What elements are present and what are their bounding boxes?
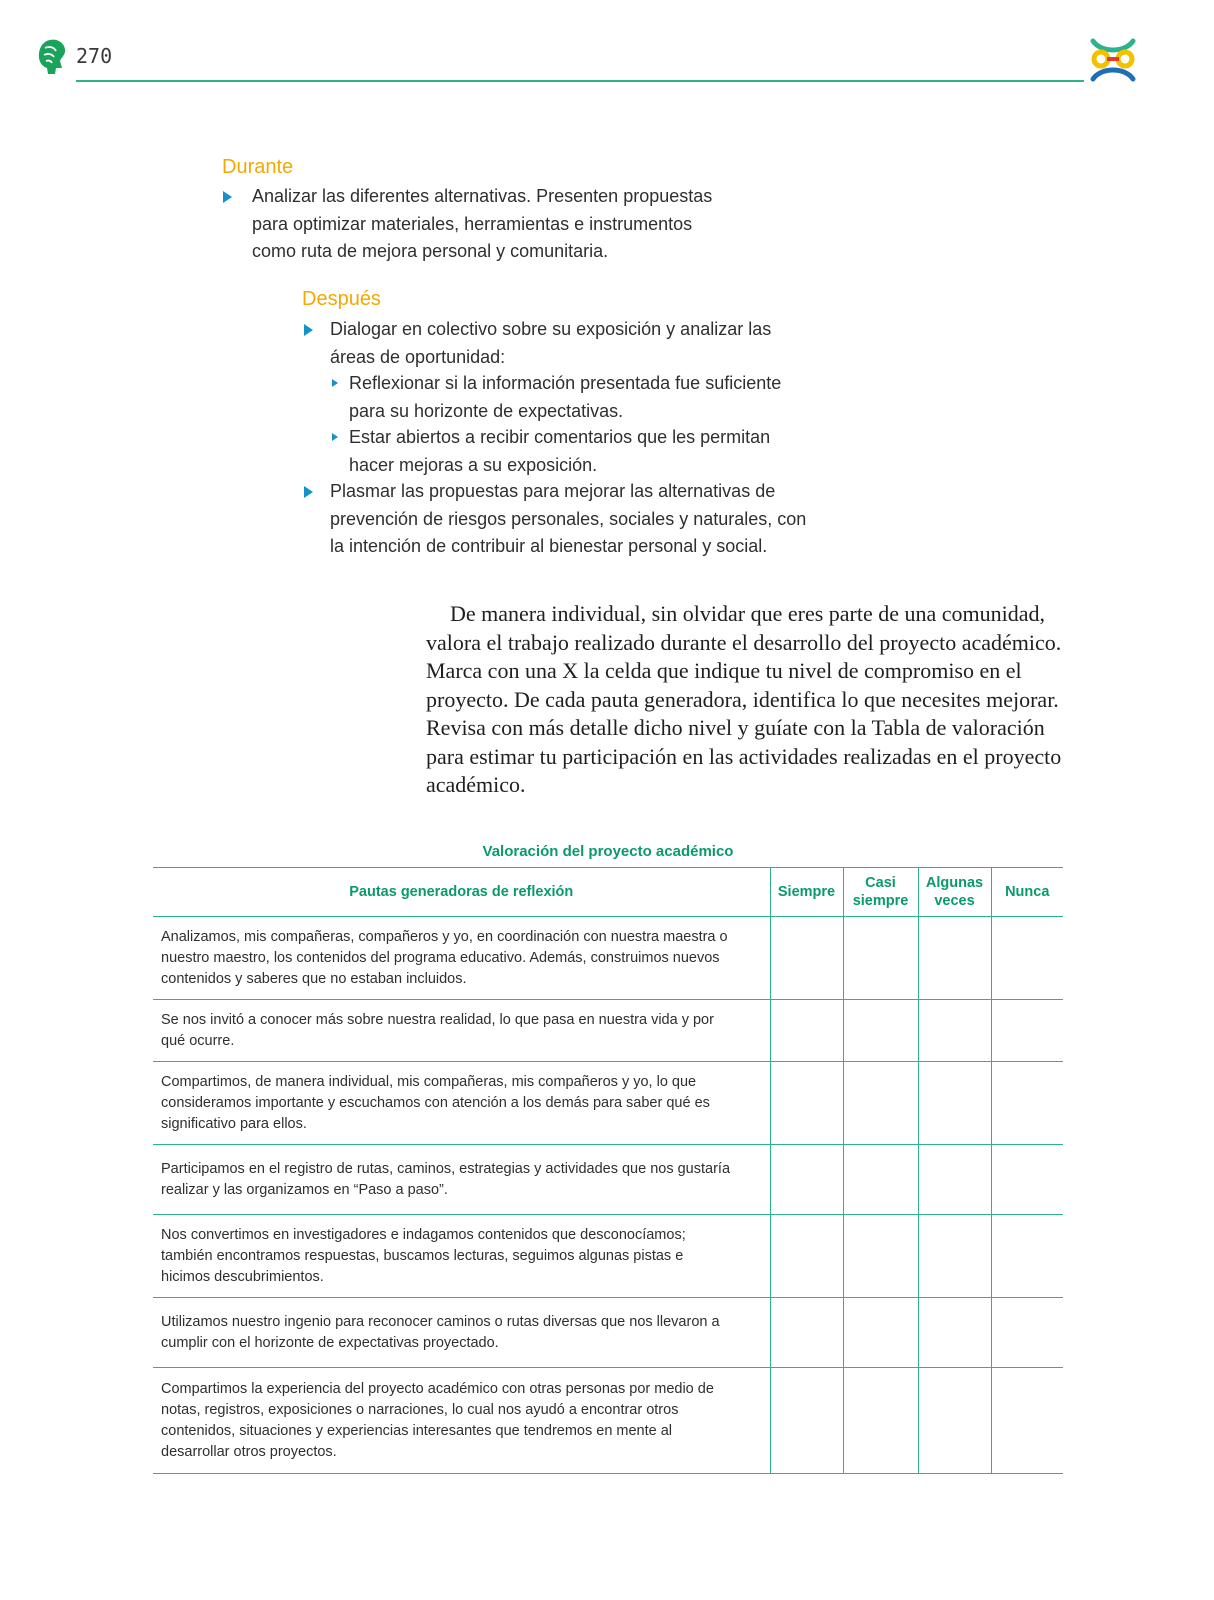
cell-casi-siempre[interactable]: [843, 1000, 918, 1062]
table-row: [153, 1368, 1063, 1474]
cell-casi-siempre[interactable]: [843, 1368, 918, 1474]
cell-siempre[interactable]: [770, 1298, 843, 1368]
header-pautas: Pautas generadoras de reflexión: [153, 868, 770, 917]
pauta-text: Participamos en el registro de rutas, caminos, estrategias y actividades que nos gustaría realizar y las organizamos en “Paso a paso”.: [153, 1145, 770, 1215]
header-siempre: Siempre: [770, 868, 843, 917]
cell-siempre[interactable]: [770, 1145, 843, 1215]
table-row: [153, 1000, 1063, 1062]
cell-nunca[interactable]: [991, 1062, 1063, 1145]
cell-siempre[interactable]: [770, 917, 843, 1000]
table-row: [153, 1145, 1063, 1215]
durante-bullet: Analizar las diferentes alternativas. Presenten propuestas para optimizar materiales, herramientas e instrumentos como ruta de mejora personal y comunitaria.: [252, 186, 713, 261]
table-row: [153, 1062, 1063, 1145]
page-number: 270: [76, 44, 113, 68]
cell-algunas-veces[interactable]: [918, 1298, 991, 1368]
cell-algunas-veces[interactable]: [918, 1145, 991, 1215]
bullet-arrow-icon: [304, 324, 313, 336]
header-algunas-veces: Algunas veces: [918, 868, 991, 917]
cell-nunca[interactable]: [991, 1215, 1063, 1298]
valoracion-table: [153, 867, 1063, 1474]
cell-casi-siempre[interactable]: [843, 1215, 918, 1298]
cell-siempre[interactable]: [770, 1368, 843, 1474]
pauta-text: Utilizamos nuestro ingenio para reconocer caminos o rutas diversas que nos llevaron a cumplir con el horizonte de expectativas proyectado.: [153, 1298, 770, 1368]
cell-algunas-veces[interactable]: [918, 1000, 991, 1062]
cell-casi-siempre[interactable]: [843, 917, 918, 1000]
cell-nunca[interactable]: [991, 1368, 1063, 1474]
bullet-arrow-icon: [223, 191, 232, 203]
header-rule: [76, 80, 1084, 82]
cell-algunas-veces[interactable]: [918, 1215, 991, 1298]
table-caption: Valoración del proyecto académico: [482, 843, 734, 860]
cell-siempre[interactable]: [770, 1000, 843, 1062]
sub-bullet-arrow-icon: [332, 433, 338, 441]
cell-siempre[interactable]: [770, 1062, 843, 1145]
bullet-arrow-icon: [304, 486, 313, 498]
table-row: [153, 1298, 1063, 1368]
cell-algunas-veces[interactable]: [918, 1062, 991, 1145]
despues-sub-bullet-2: Estar abiertos a recibir comentarios que les permitan hacer mejoras a su exposición.: [349, 427, 771, 475]
pauta-text: Se nos invitó a conocer más sobre nuestra realidad, lo que pasa en nuestra vida y por qué ocurre.: [153, 1000, 770, 1062]
despues-sub-bullet-1: Reflexionar si la información presentada fue suficiente para su horizonte de expectativas.: [349, 373, 782, 421]
cell-nunca[interactable]: [991, 1000, 1063, 1062]
leaf-head-icon: [36, 38, 68, 76]
cell-siempre[interactable]: [770, 1215, 843, 1298]
table-row: [153, 1215, 1063, 1298]
header-casi-siempre: Casi siempre: [843, 868, 918, 917]
cell-algunas-veces[interactable]: [918, 1368, 991, 1474]
instruction-paragraph: De manera individual, sin olvidar que eres parte de una comunidad, valora el trabajo realizado durante el desarrollo del proyecto académico. Marca con una X la celda que indique tu nivel de compromiso en el proyecto. De cada pauta generadora, identifica lo que necesites mejorar. Revisa con más detalle dicho nivel y guíate con la Tabla de valoración para estimar tu participación en las actividades realizadas en el proyecto académico.: [426, 601, 1062, 797]
cell-nunca[interactable]: [991, 1298, 1063, 1368]
despues-bullet-1: Dialogar en colectivo sobre su exposición y analizar las áreas de oportunidad:: [330, 319, 772, 367]
despues-bullet-2: Plasmar las propuestas para mejorar las alternativas de prevención de riesgos personales, sociales y naturales, con la intención de contribuir al bienestar personal y social.: [330, 481, 807, 556]
sub-bullet-arrow-icon: [332, 379, 338, 387]
pauta-text: Nos convertimos en investigadores e indagamos contenidos que desconocíamos; también encontramos respuestas, buscamos lecturas, seguimos algunas pistas e hicimos descubrimientos.: [153, 1215, 770, 1298]
cell-algunas-veces[interactable]: [918, 917, 991, 1000]
cell-casi-siempre[interactable]: [843, 1298, 918, 1368]
durante-title: Durante: [222, 156, 294, 178]
table-header-row: [153, 868, 1063, 917]
cell-casi-siempre[interactable]: [843, 1062, 918, 1145]
pauta-text: Analizamos, mis compañeras, compañeros y yo, en coordinación con nuestra maestra o nuestro maestro, los contenidos del programa educativo. Además, construimos nuevos contenidos y saberes que no estaban incluidos.: [153, 917, 770, 1000]
despues-title: Después: [302, 288, 381, 310]
cell-casi-siempre[interactable]: [843, 1145, 918, 1215]
pauta-text: Compartimos, de manera individual, mis compañeras, mis compañeros y yo, lo que consideramos importante y escuchamos con atención a los demás para saber qué es significativo para ellos.: [153, 1062, 770, 1145]
pauta-text: Compartimos la experiencia del proyecto académico con otras personas por medio de notas, registros, exposiciones o narraciones, lo cual nos ayudó a encontrar otros contenidos, situaciones y experiencias interesantes que tendremos en mente al desarrollar otros proyectos.: [153, 1368, 770, 1474]
header-nunca: Nunca: [991, 868, 1063, 917]
multicolor-figure-logo-icon: [1087, 33, 1139, 85]
cell-nunca[interactable]: [991, 1145, 1063, 1215]
cell-nunca[interactable]: [991, 917, 1063, 1000]
table-row: [153, 917, 1063, 1000]
